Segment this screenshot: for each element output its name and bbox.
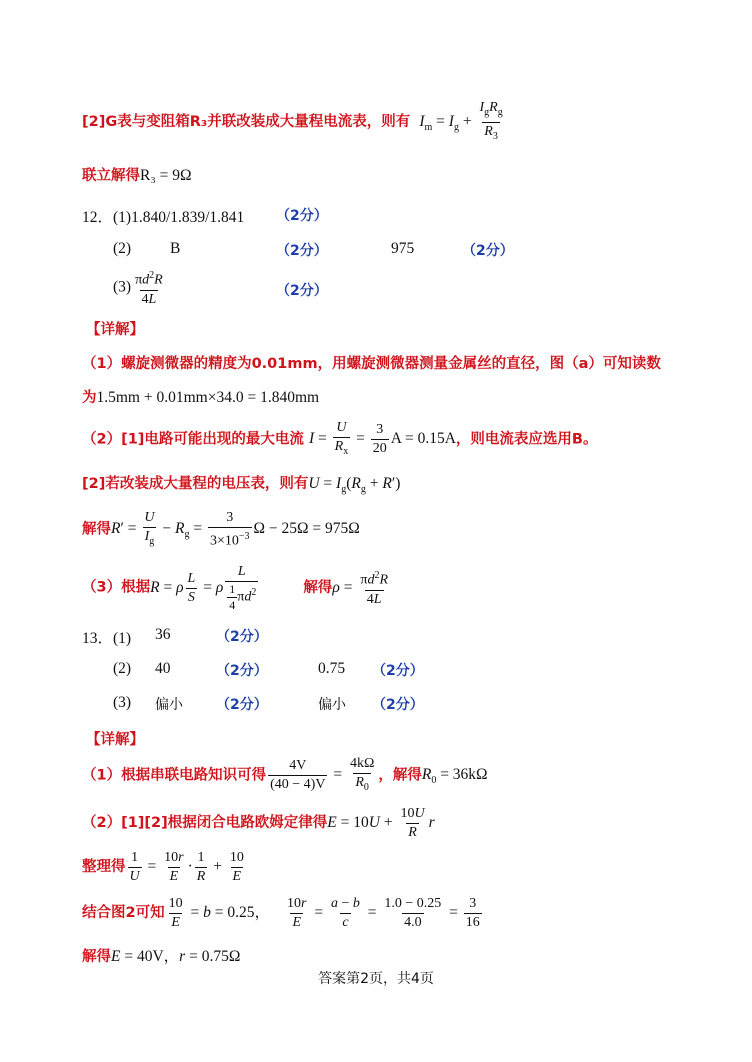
q13-detail-1-result: $R_0 = 36k\Omega$ xyxy=(421,766,488,787)
q13-detail-3-text: 整理得 xyxy=(82,859,126,876)
q13-p3-num: (3) xyxy=(113,694,132,711)
q12-detail-2-text: （2）[1]电路可能出现的最大电流 xyxy=(82,431,304,448)
q13-detail-4-formula-2: $\frac{10r}{E}$ = $\frac{a - b}{c}$ = $\frac{1.0 - 0.25}{4.0}$ = $\frac{3}{16}$ xyxy=(287,896,480,930)
q12-p2-num: (2) xyxy=(113,240,132,257)
q12-detail-5-text: （3）根据 xyxy=(82,579,151,596)
q12-detail-2 xyxy=(82,420,597,460)
q12-detail-4-formula: R′ = $\frac{U}{I_g}$ − $R_g$ = $\frac{3}{3\times 10^{-3}}$ Ω − 25Ω = 975Ω xyxy=(111,510,360,549)
q12-p2-score-1: （2分） xyxy=(276,243,328,259)
q12-detail-title: 【详解】 xyxy=(86,322,144,338)
q13-answer-5: 偏小 xyxy=(318,697,346,713)
q13-detail-1 xyxy=(82,756,488,796)
q13-detail-5 xyxy=(82,944,240,966)
q12-detail-4 xyxy=(82,510,360,550)
q12-p2-score-2: （2分） xyxy=(462,243,514,259)
q13-detail-title: 【详解】 xyxy=(86,732,144,748)
q12-detail-2-formula: I = $\frac{U}{R_x}$ = $\frac{3}{20}$ A = 0.15A xyxy=(309,430,456,447)
q13-answer-3: 0.75 xyxy=(318,660,346,677)
q12-detail-3 xyxy=(82,472,400,495)
q13-detail-1-mid: ，解得 xyxy=(378,767,422,784)
q13-score-1: （2分） xyxy=(216,629,268,645)
q11-part2-text: [2]G表与变阻箱R₃并联改装成大量程电流表，则有 xyxy=(82,113,411,130)
q13-detail-1-formula: $\frac{4V}{(40 - 4)V}$ = $\frac{4k\Omega}{R_0}$ xyxy=(266,766,378,783)
q13-answer-2: 40 xyxy=(155,660,171,677)
q12-p3-line xyxy=(113,268,167,308)
q12-detail-1: （1）螺旋测微器的精度为0.01mm，用螺旋测微器测量金属丝的直径，图（a）可知读数 xyxy=(82,356,661,372)
q12-p3-score: （2分） xyxy=(276,283,328,299)
q12-detail-2-tail: ，则电流表应选用B。 xyxy=(455,431,598,448)
q13-answer-4: 偏小 xyxy=(155,697,183,713)
q11-solve-formula: R₃ = 9Ω xyxy=(140,167,192,184)
q12-detail-4-text: 解得 xyxy=(82,521,111,538)
q13-score-4: （2分） xyxy=(216,697,268,713)
q13-answer-1: 36 xyxy=(155,626,171,643)
q13-p2-num: (2) xyxy=(113,660,132,677)
q12-detail-5 xyxy=(82,564,392,612)
page-footer: 答案第2页，共4页 xyxy=(318,971,434,987)
q13-detail-4 xyxy=(82,896,484,931)
q13-score-5: （2分） xyxy=(372,697,424,713)
q13-label: 13．(1) xyxy=(82,630,132,647)
q13-detail-4-text: 结合图2可知 xyxy=(82,905,165,922)
q13-detail-5-text: 解得 xyxy=(82,949,111,965)
q13-detail-4-formula-1: $\frac{10}{E}$ = b = 0.25， xyxy=(168,896,270,930)
q12-p2-answer-2: 975 xyxy=(391,240,415,257)
q12-p2-answer-1: B xyxy=(170,240,181,257)
q12-detail-5-formula: R = ρ $\frac{L}{S}$ = ρ L $\frac{1}{4}$ $\pi d^2$ xyxy=(150,564,257,612)
q13-detail-2 xyxy=(82,806,435,841)
q13-detail-2-formula: E = 10U + $\frac{10U}{R}$ r xyxy=(327,806,435,840)
q12-p3-formula: $\frac{\pi d^2R}{4L}$ xyxy=(135,270,163,307)
q13-detail-1-text: （1）根据串联电路知识可得 xyxy=(82,767,267,784)
q12-score-1: （2分） xyxy=(276,208,328,224)
q13-detail-2-text: （2）[1][2]根据闭合电路欧姆定律得 xyxy=(82,815,328,832)
q12-label: 12．(1)1.840/1.839/1.841 xyxy=(82,209,245,226)
q13-score-3: （2分） xyxy=(372,663,424,679)
q11-part2-formula: $I_m = I_g$ + $\frac{I_gR_g}{R_3}$ xyxy=(419,113,506,130)
q11-part2-line xyxy=(82,100,507,145)
q11-solve-line xyxy=(82,164,192,185)
q13-detail-3 xyxy=(82,850,248,885)
q12-detail-1-cont: 为1.5mm + 0.01mm×34.0 = 1.840mm xyxy=(82,389,320,406)
q13-score-2: （2分） xyxy=(216,663,268,679)
q12-detail-5-result: ρ = $\frac{\pi d^2R}{4L}$ xyxy=(332,570,388,607)
q11-solve-text: 联立解得 xyxy=(82,168,140,184)
q12-detail-3-formula: $U = I_g(R_g + R')$ xyxy=(308,475,401,496)
q13-detail-5-formula: E = 40V，r = 0.75Ω xyxy=(111,948,241,965)
q12-detail-3-text: [2]若改装成大量程的电压表，则有 xyxy=(82,476,309,492)
q12-detail-5-mid: 解得 xyxy=(303,579,333,596)
q12-p3-num: (3) xyxy=(113,278,132,296)
q13-detail-3-formula: $\frac{1}{U}$ = $\frac{10r}{E}$ · $\frac{1}{R}$ + $\frac{10}{E}$ xyxy=(129,850,244,884)
